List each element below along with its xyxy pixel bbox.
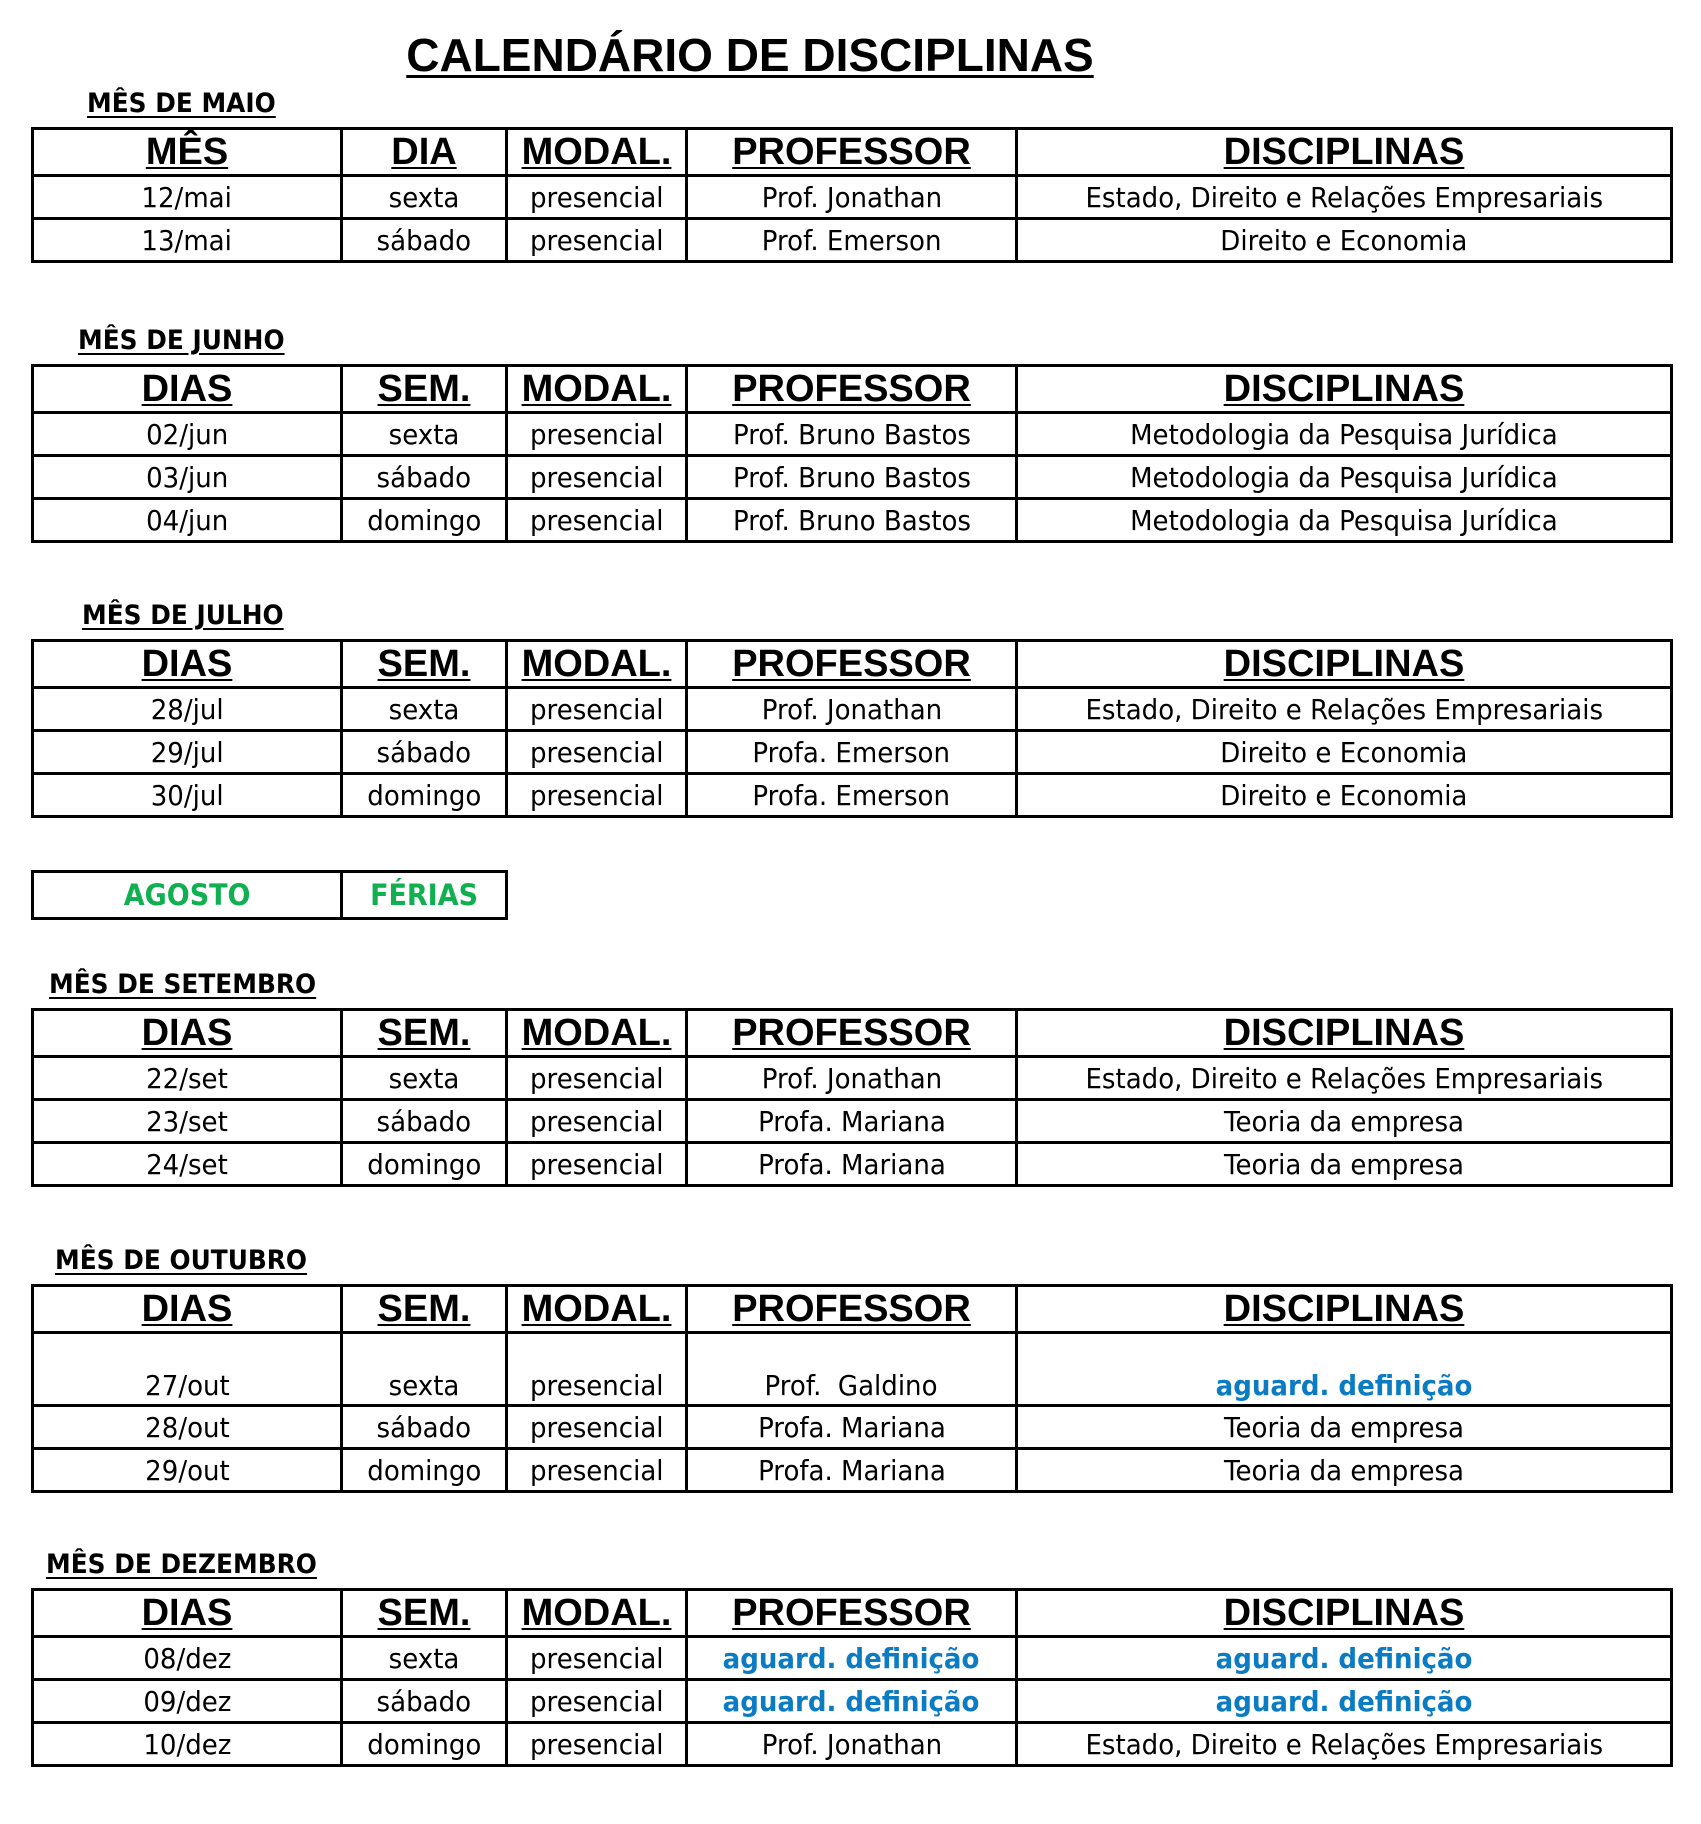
cell-discipline: Metodologia da Pesquisa Jurídica	[1130, 460, 1558, 494]
cell-modality: presencial	[529, 735, 664, 769]
cell-modality: presencial	[529, 1641, 664, 1675]
cell-discipline: Metodologia da Pesquisa Jurídica	[1130, 417, 1558, 451]
header-dias: DIAS	[33, 366, 342, 413]
cell-date: 22/set	[146, 1061, 228, 1095]
cell-discipline: Teoria da empresa	[1224, 1410, 1464, 1444]
table-header-row	[33, 641, 1672, 688]
table-row	[33, 413, 1672, 456]
cell-modality: presencial	[529, 180, 664, 214]
cell-professor: Prof. Jonathan	[761, 692, 942, 726]
header-modal: MODAL.	[507, 1010, 687, 1057]
table-row	[33, 1680, 1672, 1723]
cell-discipline: Teoria da empresa	[1224, 1147, 1464, 1181]
table-dezembro	[31, 1588, 1673, 1767]
table-row	[33, 456, 1672, 499]
cell-modality: presencial	[529, 1061, 664, 1095]
cell-weekday: sábado	[376, 1684, 472, 1718]
cell-professor: Prof. Jonathan	[761, 1727, 942, 1761]
section-title-junho: MÊS DE JUNHO	[78, 325, 285, 356]
cell-professor: Prof. Bruno Bastos	[732, 503, 971, 537]
table-header-row	[33, 1286, 1672, 1333]
cell-weekday: sexta	[388, 692, 460, 726]
table-row	[33, 688, 1672, 731]
header-sem: SEM.	[342, 1590, 507, 1637]
cell-weekday: domingo	[366, 1727, 482, 1761]
cell-modality: presencial	[529, 503, 664, 537]
cell-date: 09/dez	[142, 1684, 232, 1718]
table-row	[33, 1723, 1672, 1766]
cell-weekday: sexta	[388, 180, 460, 214]
section-title-outubro: MÊS DE OUTUBRO	[55, 1245, 308, 1276]
header-sem: SEM.	[342, 1010, 507, 1057]
cell-professor: Profa. Mariana	[757, 1104, 946, 1138]
cell-date: 13/mai	[141, 223, 233, 257]
table-row	[33, 731, 1672, 774]
cell-discipline: Metodologia da Pesquisa Jurídica	[1130, 503, 1558, 537]
cell-discipline: Estado, Direito e Relações Empresariais	[1085, 1061, 1603, 1095]
cell-professor: Profa. Mariana	[757, 1147, 946, 1181]
cell-weekday: domingo	[366, 503, 482, 537]
header-sem: SEM.	[342, 641, 507, 688]
cell-discipline: Teoria da empresa	[1224, 1104, 1464, 1138]
table-row	[33, 1057, 1672, 1100]
cell-discipline: Estado, Direito e Relações Empresariais	[1085, 180, 1603, 214]
cell-modality: presencial	[529, 1410, 664, 1444]
cell-weekday: sábado	[376, 1410, 472, 1444]
table-maio	[31, 127, 1673, 263]
section-title-julho: MÊS DE JULHO	[82, 600, 284, 631]
cell-date: 29/out	[144, 1453, 230, 1487]
cell-professor: Profa. Mariana	[757, 1453, 946, 1487]
cell-weekday: sexta	[388, 1369, 460, 1402]
cell-date: 24/set	[146, 1147, 228, 1181]
table-row	[33, 1406, 1672, 1449]
header-sem: SEM.	[342, 366, 507, 413]
table-header-row	[33, 1010, 1672, 1057]
cell-modality: presencial	[529, 1104, 664, 1138]
table-row	[33, 1333, 1672, 1406]
cell-modality: presencial	[529, 417, 664, 451]
cell-modality: presencial	[529, 778, 664, 812]
table-outubro	[31, 1284, 1673, 1493]
cell-modality: presencial	[529, 692, 664, 726]
cell-discipline: Estado, Direito e Relações Empresariais	[1085, 1727, 1603, 1761]
cell-date: 30/jul	[150, 778, 224, 812]
cell-professor: Profa. Emerson	[752, 735, 951, 769]
cell-discipline: Estado, Direito e Relações Empresariais	[1085, 692, 1603, 726]
cell-discipline: Direito e Economia	[1220, 778, 1468, 812]
august-status: FÉRIAS	[370, 878, 478, 912]
cell-modality: presencial	[529, 1369, 664, 1402]
header-disciplinas: DISCIPLINAS	[1017, 1010, 1672, 1057]
header-mes: MÊS	[33, 129, 342, 176]
header-disciplinas: DISCIPLINAS	[1017, 641, 1672, 688]
cell-discipline: Direito e Economia	[1220, 735, 1468, 769]
header-dias: DIAS	[33, 1590, 342, 1637]
header-disciplinas: DISCIPLINAS	[1017, 1590, 1672, 1637]
cell-date: 04/jun	[145, 503, 229, 537]
header-professor: PROFESSOR	[687, 1010, 1017, 1057]
header-dias: DIAS	[33, 641, 342, 688]
cell-date: 02/jun	[145, 417, 229, 451]
cell-date: 08/dez	[142, 1641, 232, 1675]
section-title-setembro: MÊS DE SETEMBRO	[49, 969, 317, 1000]
cell-weekday: sexta	[388, 1641, 460, 1675]
cell-date: 12/mai	[141, 180, 233, 214]
cell-discipline: Direito e Economia	[1220, 223, 1468, 257]
header-professor: PROFESSOR	[687, 129, 1017, 176]
header-professor: PROFESSOR	[687, 366, 1017, 413]
cell-professor-pending: aguard. definição	[723, 1684, 980, 1718]
header-disciplinas: DISCIPLINAS	[1017, 129, 1672, 176]
cell-weekday: sexta	[388, 417, 460, 451]
cell-weekday: domingo	[366, 1453, 482, 1487]
cell-discipline-pending: aguard. definição	[1215, 1369, 1473, 1402]
header-dias: DIAS	[33, 1286, 342, 1333]
header-disciplinas: DISCIPLINAS	[1017, 1286, 1672, 1333]
table-header-row	[33, 366, 1672, 413]
cell-modality: presencial	[529, 1147, 664, 1181]
cell-date: 10/dez	[142, 1727, 232, 1761]
cell-weekday: sábado	[376, 1104, 472, 1138]
table-row	[33, 1449, 1672, 1492]
cell-weekday: sexta	[388, 1061, 460, 1095]
cell-professor: Prof. Jonathan	[761, 180, 942, 214]
cell-date: 03/jun	[145, 460, 229, 494]
cell-weekday: domingo	[366, 778, 482, 812]
table-header-row	[33, 129, 1672, 176]
cell-professor: Prof. Jonathan	[761, 1061, 942, 1095]
cell-professor: Prof. Galdino	[764, 1369, 938, 1402]
cell-date: 29/jul	[150, 735, 224, 769]
page-title: CALENDÁRIO DE DISCIPLINAS	[406, 29, 1094, 81]
section-title-maio: MÊS DE MAIO	[87, 88, 276, 119]
cell-date: 28/jul	[150, 692, 224, 726]
cell-professor: Prof. Emerson	[761, 223, 942, 257]
cell-professor: Prof. Bruno Bastos	[732, 417, 971, 451]
cell-modality: presencial	[529, 1684, 664, 1718]
header-disciplinas: DISCIPLINAS	[1017, 366, 1672, 413]
cell-weekday: sábado	[376, 223, 472, 257]
cell-discipline-pending: aguard. definição	[1215, 1641, 1473, 1675]
cell-date: 27/out	[144, 1369, 230, 1402]
header-modal: MODAL.	[507, 366, 687, 413]
cell-professor-pending: aguard. definição	[723, 1641, 980, 1675]
table-row	[33, 1100, 1672, 1143]
cell-modality: presencial	[529, 1727, 664, 1761]
header-professor: PROFESSOR	[687, 1286, 1017, 1333]
table-row	[33, 774, 1672, 817]
table-row	[33, 176, 1672, 219]
header-modal: MODAL.	[507, 641, 687, 688]
cell-discipline-pending: aguard. definição	[1215, 1684, 1473, 1718]
table-row	[33, 499, 1672, 542]
header-sem: SEM.	[342, 1286, 507, 1333]
header-dia: DIA	[342, 129, 507, 176]
cell-professor: Profa. Emerson	[752, 778, 951, 812]
cell-weekday: domingo	[366, 1147, 482, 1181]
header-modal: MODAL.	[507, 1590, 687, 1637]
table-row	[33, 872, 507, 919]
header-modal: MODAL.	[507, 1286, 687, 1333]
cell-modality: presencial	[529, 223, 664, 257]
header-professor: PROFESSOR	[687, 641, 1017, 688]
cell-modality: presencial	[529, 1453, 664, 1487]
cell-weekday: sábado	[376, 460, 472, 494]
header-modal: MODAL.	[507, 129, 687, 176]
table-junho	[31, 364, 1673, 543]
cell-weekday: sábado	[376, 735, 472, 769]
table-row	[33, 1143, 1672, 1186]
cell-modality: presencial	[529, 460, 664, 494]
header-dias: DIAS	[33, 1010, 342, 1057]
table-header-row	[33, 1590, 1672, 1637]
table-row	[33, 219, 1672, 262]
cell-discipline: Teoria da empresa	[1224, 1453, 1464, 1487]
cell-date: 28/out	[144, 1410, 230, 1444]
header-professor: PROFESSOR	[687, 1590, 1017, 1637]
table-julho	[31, 639, 1673, 818]
august-month: AGOSTO	[123, 878, 251, 912]
cell-date: 23/set	[146, 1104, 228, 1138]
cell-professor: Prof. Bruno Bastos	[732, 460, 971, 494]
table-agosto	[31, 870, 508, 920]
section-title-dezembro: MÊS DE DEZEMBRO	[46, 1549, 317, 1580]
table-setembro	[31, 1008, 1673, 1187]
table-row	[33, 1637, 1672, 1680]
cell-professor: Profa. Mariana	[757, 1410, 946, 1444]
